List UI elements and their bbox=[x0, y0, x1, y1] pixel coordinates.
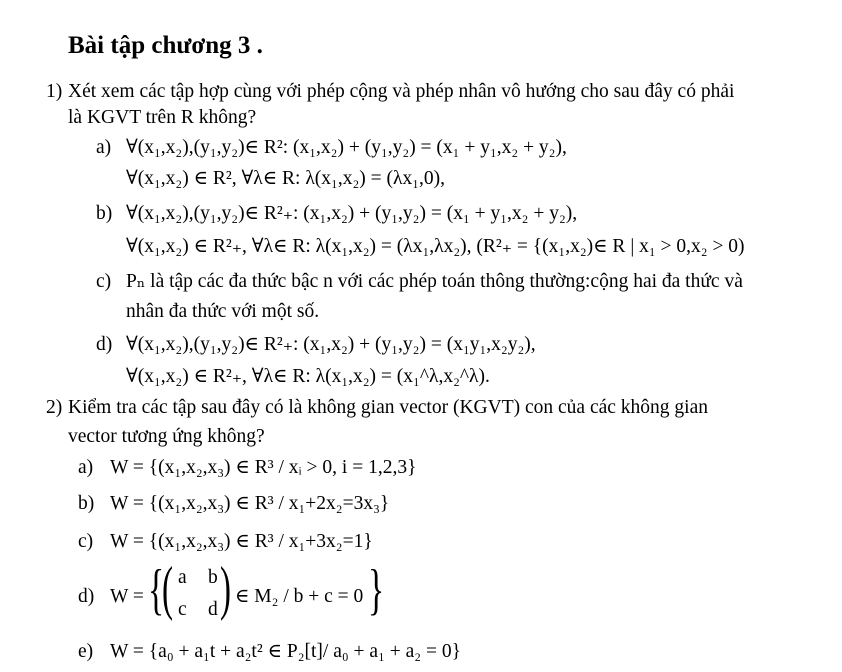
q1-a-line2: ∀(x₁,x₂) ∈ R², ∀λ∈ R: λ(x₁,x₂) = (λx₁,0), bbox=[126, 168, 445, 189]
q1-d-label: d) bbox=[96, 334, 113, 355]
q1-d-line1: ∀(x₁,x₂),(y₁,y₂)∈ R²₊: (x₁,x₂) + (y₁,y₂) = (x₁y₁,x₂y₂), bbox=[126, 334, 536, 355]
page-title: Bài tập chương 3 . bbox=[68, 32, 263, 59]
q2-e-label: e) bbox=[78, 641, 94, 662]
q2-b-line: W = {(x₁,x₂,x₃) ∈ R³ / x₁+2x₂=3x₃} bbox=[110, 493, 390, 514]
q1-number: 1) bbox=[46, 81, 63, 102]
q1-b-label: b) bbox=[96, 203, 113, 224]
q1-c-label: c) bbox=[96, 271, 112, 292]
q2-c-line: W = {(x₁,x₂,x₃) ∈ R³ / x₁+3x₂=1} bbox=[110, 531, 373, 552]
q1-b-line2: ∀(x₁,x₂) ∈ R²₊, ∀λ∈ R: λ(x₁,x₂) = (λx₁,λx₂), (R²₊ = {(x₁,x₂)∈ R | x₁ > 0,x₂ > 0) bbox=[126, 236, 745, 257]
q2-text-line1: Kiểm tra các tập sau đây có là không gian vector (KGVT) con của các không gian bbox=[68, 397, 708, 418]
q1-text-line1: Xét xem các tập hợp cùng với phép cộng và phép nhân vô hướng cho sau đây có phải bbox=[68, 81, 735, 102]
q2-c-label: c) bbox=[78, 531, 94, 552]
q2-d-prefix: W = bbox=[110, 586, 144, 607]
q1-a-label: a) bbox=[96, 137, 112, 158]
q1-b-line1: ∀(x₁,x₂),(y₁,y₂)∈ R²₊: (x₁,x₂) + (y₁,y₂) = (x₁ + y₁,x₂ + y₂), bbox=[126, 203, 578, 224]
matrix-entry-d: d bbox=[208, 599, 218, 620]
left-curly-brace: { bbox=[148, 559, 165, 621]
q1-text-line2: là KGVT trên R không? bbox=[68, 107, 257, 128]
q2-number: 2) bbox=[46, 397, 63, 418]
q1-c-line2: nhân đa thức với một số. bbox=[126, 301, 320, 322]
q2-text-line2: vector tương ứng không? bbox=[68, 426, 265, 447]
right-curly-brace: } bbox=[368, 559, 385, 621]
q2-d-label: d) bbox=[78, 586, 95, 607]
q2-a-line: W = {(x₁,x₂,x₃) ∈ R³ / xᵢ > 0, i = 1,2,3} bbox=[110, 457, 417, 478]
matrix-entry-a: a bbox=[178, 567, 187, 588]
q2-b-label: b) bbox=[78, 493, 95, 514]
q1-a-line1: ∀(x₁,x₂),(y₁,y₂)∈ R²: (x₁,x₂) + (y₁,y₂) = (x₁ + y₁,x₂ + y₂), bbox=[126, 137, 567, 158]
q2-a-label: a) bbox=[78, 457, 94, 478]
q1-d-line2: ∀(x₁,x₂) ∈ R²₊, ∀λ∈ R: λ(x₁,x₂) = (x₁^λ,x₂^λ). bbox=[126, 366, 490, 387]
matrix-entry-b: b bbox=[208, 567, 218, 588]
matrix-right-paren: ) bbox=[220, 555, 231, 621]
q2-d-suffix: ∈ M₂ / b + c = 0 bbox=[235, 586, 364, 607]
q1-c-line1: Pₙ là tập các đa thức bậc n với các phép toán thông thường:cộng hai đa thức và bbox=[126, 271, 743, 292]
matrix-entry-c: c bbox=[178, 599, 187, 620]
q2-e-line: W = {a₀ + a₁t + a₂t² ∈ P₂[t]/ a₀ + a₁ + a₂ = 0} bbox=[110, 641, 461, 662]
matrix-left-paren: ( bbox=[162, 555, 173, 621]
